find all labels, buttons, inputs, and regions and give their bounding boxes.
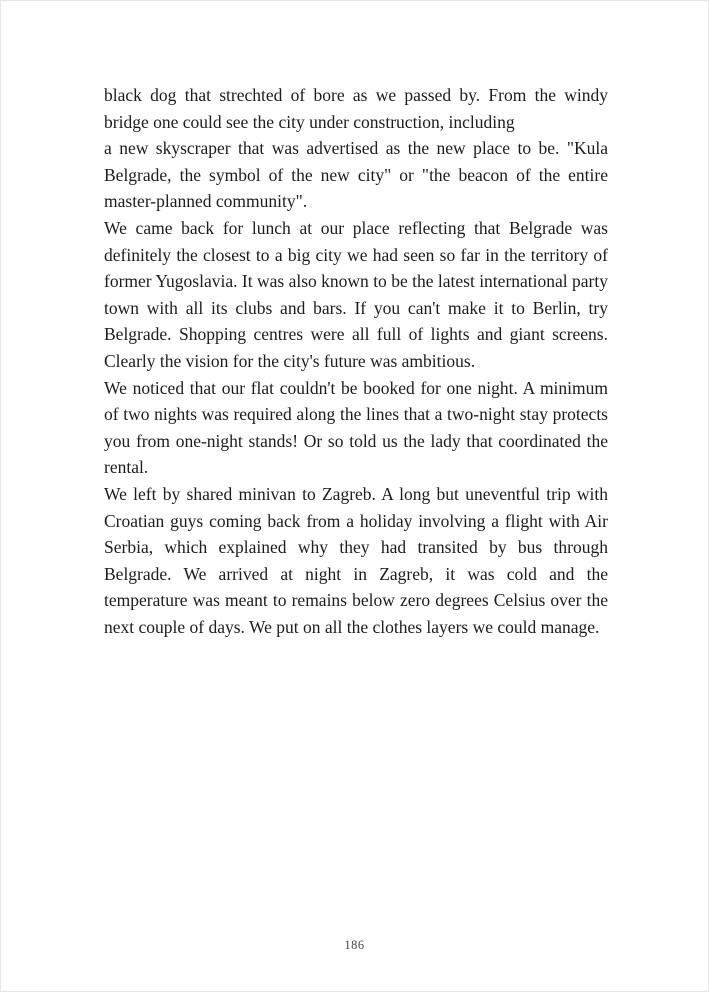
paragraph-1: black dog that strechted of bore as we passed by. From the windy bridge one could see the city under construction, including [104, 85, 608, 132]
paragraph-3: We came back for lunch at our place reflecting that Belgrade was definitely the closest to a big city we had seen so far in the territory of former Yugoslavia. It was also known to be the latest international party town with all its clubs and bars. If you can't make it to Berlin, try Belgrade. Shopping centres were all full of lights and giant screens. Clearly the vision for the city's future was ambitious. [104, 217, 608, 371]
paragraph-4: We noticed that our flat couldn't be booked for one night. A minimum of two nights was required along the lines that a two-night stay protects you from one-night stands! Or so told us the lady that coordinated the rental. [104, 377, 608, 478]
paragraph-2: a new skyscraper that was advertised as the new place to be. "Kula Belgrade, the symbol of the new city" or "the beacon of the entire master-planned community". [104, 138, 608, 212]
page-number: 186 [344, 938, 365, 952]
paragraph-5: We left by shared minivan to Zagreb. A long but uneventful trip with Croatian guys coming back from a holiday involving a flight with Air Serbia, which explained why they had transited by bus through Belgrade. We arrived at night in Zagreb, it was cold and the temperature was meant to remains below zero degrees Celsius over the next couple of days. We put on all the clothes layers we could manage. [104, 483, 608, 637]
text-block [104, 82, 608, 640]
